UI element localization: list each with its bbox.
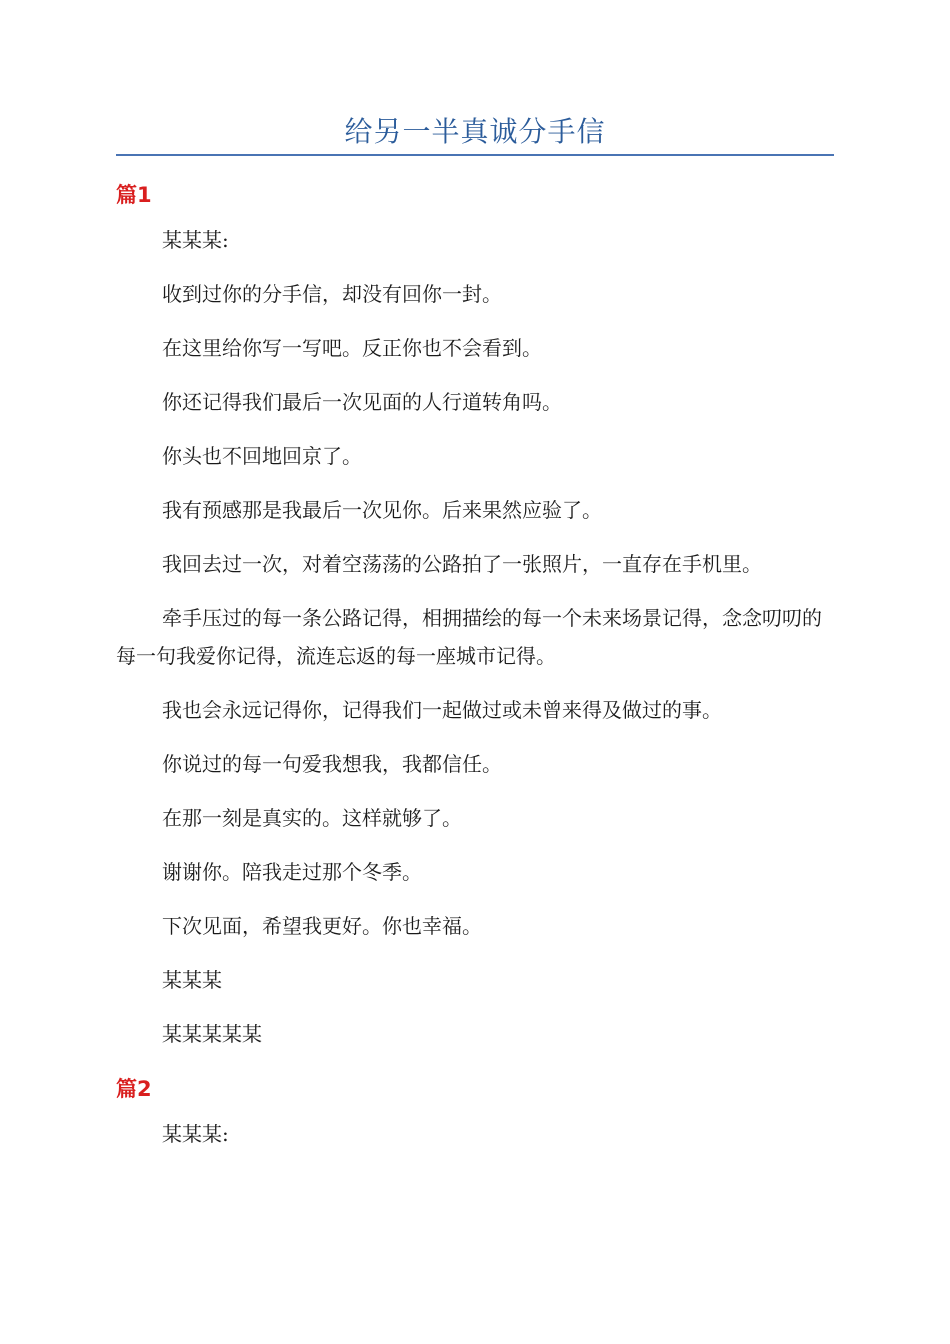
paragraph: 我回去过一次，对着空荡荡的公路拍了一张照片，一直存在手机里。 — [162, 552, 762, 576]
paragraph: 你头也不回地回京了。 — [162, 444, 362, 468]
paragraph: 我也会永远记得你，记得我们一起做过或未曾来得及做过的事。 — [162, 698, 722, 722]
section-heading-2: 篇2 — [116, 1077, 152, 1101]
paragraph: 某某某: — [162, 1122, 229, 1146]
paragraph: 在这里给你写一写吧。反正你也不会看到。 — [162, 336, 542, 360]
paragraph: 某某某: — [162, 228, 229, 252]
paragraph: 在那一刻是真实的。这样就够了。 — [162, 806, 462, 830]
signature-date: 某某某某某 — [162, 1022, 262, 1046]
paragraph: 下次见面，希望我更好。你也幸福。 — [162, 914, 482, 938]
paragraph: 你还记得我们最后一次见面的人行道转角吗。 — [162, 390, 562, 414]
document-title: 给另一半真诚分手信 — [344, 115, 606, 148]
paragraph: 收到过你的分手信，却没有回你一封。 — [162, 282, 502, 306]
paragraph: 我有预感那是我最后一次见你。后来果然应验了。 — [162, 498, 602, 522]
signature: 某某某 — [162, 968, 222, 992]
paragraph: 牵手压过的每一条公路记得，相拥描绘的每一个未来场景记得，念念叨叨的每一句我爱你记得，流连忘返的每一座城市记得。 — [116, 606, 822, 668]
title-underline — [116, 154, 834, 156]
paragraph: 谢谢你。陪我走过那个冬季。 — [162, 860, 422, 884]
section-heading-1: 篇1 — [116, 183, 152, 207]
paragraph: 你说过的每一句爱我想我，我都信任。 — [162, 752, 502, 776]
